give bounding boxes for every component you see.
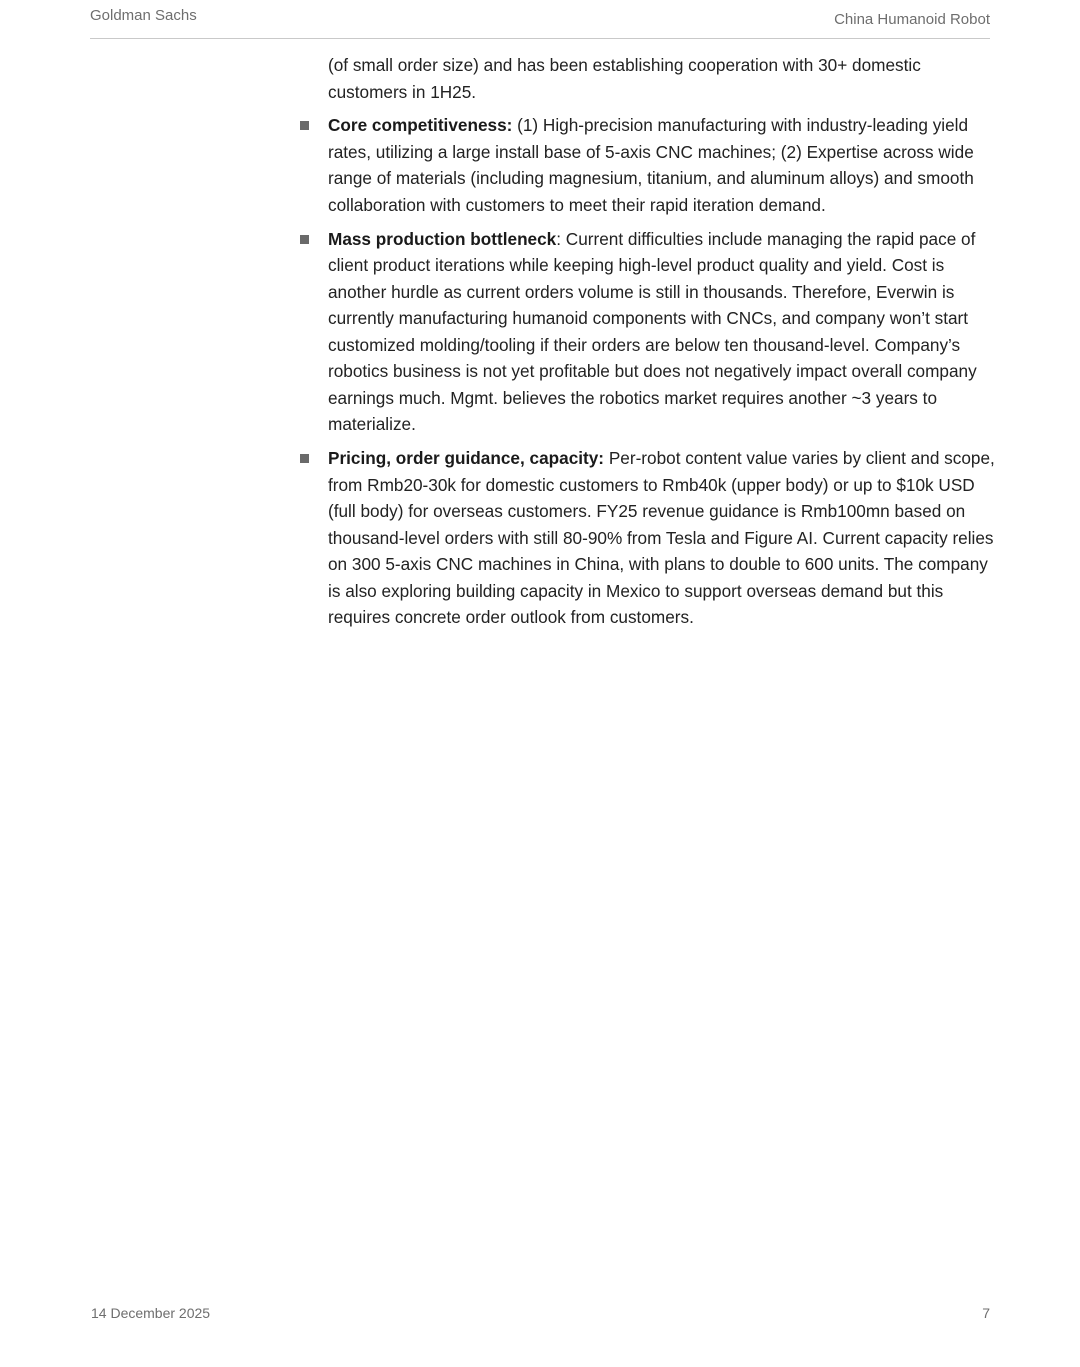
bullet-item-mass-production-bottleneck <box>298 226 998 438</box>
square-bullet-icon <box>300 235 309 244</box>
bullet-text: : Current difficulties include managing the rapid pace of client product iterations while keeping high-level product quality and yield. Cost is another hurdle as current orders volume is still in thousands. Therefore, Everwin is currently manufacturing humanoid components with CNCs, and company won’t start customized molding/tooling if their orders are below ten thousand-level. Company’s robotics business is not yet profitable but does not negatively impact overall company earnings much. Mgmt. believes the robotics market requires another ~3 years to materialize. <box>328 228 977 434</box>
header-firm-name: Goldman Sachs <box>90 7 197 24</box>
bullet-title: Mass production bottleneck <box>328 228 557 249</box>
footer-date: 14 December 2025 <box>91 1305 211 1321</box>
header-report-title: China Humanoid Robot <box>834 11 990 28</box>
bullet-text: Per-robot content value varies by client and scope, from Rmb20-30k for domestic customers to Rmb40k (upper body) or up to $10k USD (full body) for overseas customers. FY25 revenue guidance is Rmb100mn based on thousand-level orders with still 80-90% from Tesla and Figure AI. Current capacity relies on 300 5-axis CNC machines in China, with plans to double to 600 units. The company is also exploring building capacity in Mexico to support overseas demand but this requires concrete order outlook from customers. <box>328 448 995 627</box>
continuation-paragraph: (of small order size) and has been establishing cooperation with 30+ domestic customers in 1H25. <box>328 55 921 102</box>
bullet-text: (1) High-precision manufacturing with industry-leading yield rates, utilizing a large install base of 5-axis CNC machines; (2) Expertise across wide range of materials (including magnesium, titanium, and aluminum alloys) and smooth collaboration with customers to meet their rapid iteration demand. <box>328 115 974 215</box>
page-number: 7 <box>982 1305 990 1321</box>
bullet-item-core-competitiveness <box>298 112 998 218</box>
bullet-item-pricing-order-guidance-capacity <box>298 445 998 631</box>
page-header <box>90 0 990 39</box>
bullet-title: Pricing, order guidance, capacity: <box>328 448 605 468</box>
body-content <box>298 52 998 638</box>
square-bullet-icon <box>300 121 309 130</box>
bullet-title: Core competitiveness: <box>328 115 513 135</box>
square-bullet-icon <box>300 454 309 463</box>
